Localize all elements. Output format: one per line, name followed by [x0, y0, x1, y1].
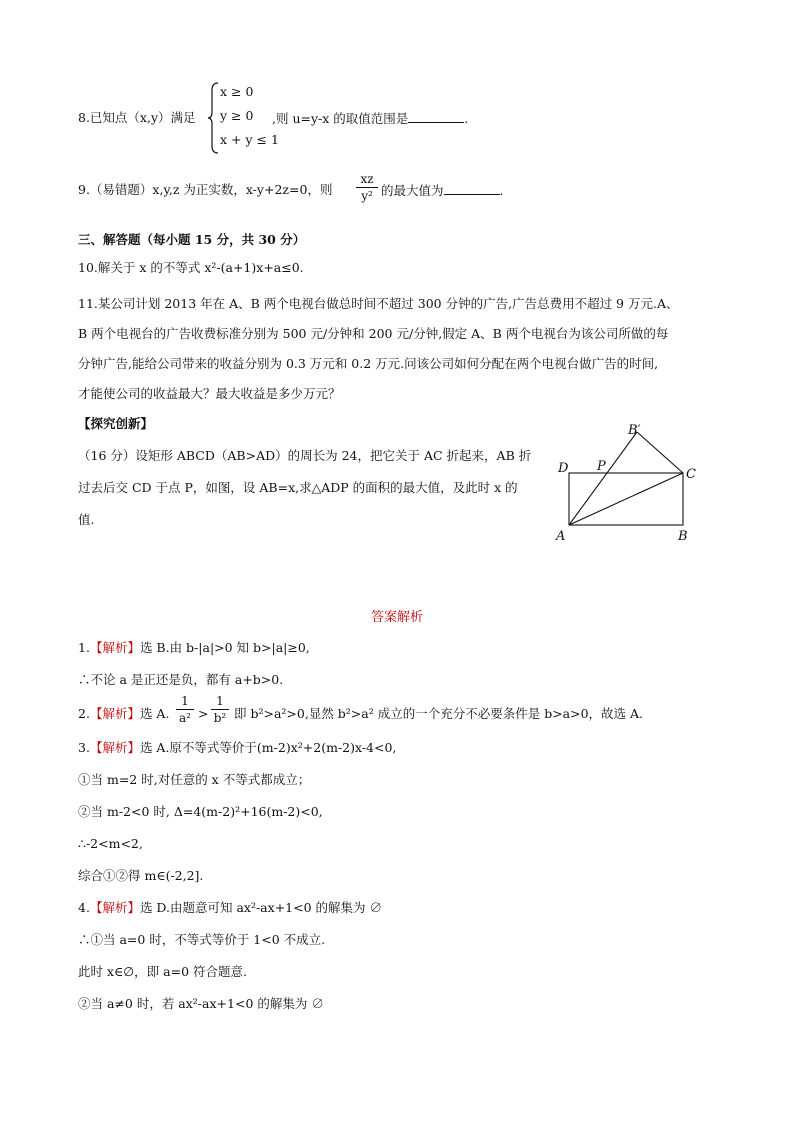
answer-blank	[444, 182, 500, 195]
answer-4	[78, 900, 382, 916]
segment-ab-prime	[569, 432, 637, 525]
answer-1	[78, 640, 310, 656]
q9-end: .	[499, 183, 504, 198]
label-b: B	[678, 529, 688, 544]
fraction-bar	[176, 709, 194, 710]
q8-prefix: 8.已知点（x,y）满足	[78, 110, 196, 125]
answer-2-f2-den: b²	[213, 711, 227, 725]
label-b-prime: B′	[628, 423, 641, 438]
answer-blank	[408, 110, 464, 123]
answer-2-f2-num: 1	[216, 694, 224, 708]
section-3-heading: 三、解答题（每小题 15 分，共 30 分）	[78, 232, 306, 247]
segment-b-prime-c	[637, 432, 683, 473]
answer-2-post: 即 b²>a²>0,显然 b²>a² 成立的一个充分不必要条件是 b>a>0，故选 A.	[234, 706, 644, 721]
answer-2-fraction-2	[211, 694, 229, 725]
answer-3-line-2: ②当 m-2<0 时, Δ=4(m-2)²+16(m-2)<0,	[78, 804, 323, 819]
q11-line-4: 才能使公司的收益最大？最大收益是多少万元？	[78, 386, 341, 401]
q8-suffix	[272, 110, 468, 127]
answer-4-text: 选 D.由题意可知 ax²-ax+1<0 的解集为 ∅	[139, 900, 382, 915]
q9-suffix	[381, 182, 504, 199]
q8-end: .	[464, 111, 469, 126]
answer-1-text: 选 B.由 b-|a|>0 知 b>|a|≥0,	[139, 640, 310, 655]
answer-4-line-1: ∴①当 a=0 时，不等式等价于 1<0 不成立.	[78, 932, 326, 947]
system-line-1: x ≥ 0	[220, 84, 254, 99]
q9-fraction	[356, 172, 378, 203]
answer-3-text: 选 A.原不等式等价于(m-2)x²+2(m-2)x-4<0,	[139, 740, 397, 755]
diagonal-ac	[569, 473, 683, 525]
explore-line-1: （16 分）设矩形 ABCD（AB>AD）的周长为 24，把它关于 AC 折起来，AB 折	[78, 448, 532, 463]
answer-2-num: 2.	[78, 706, 90, 721]
answer-3-line-1: ①当 m=2 时,对任意的 x 不等式都成立；	[78, 772, 311, 787]
answer-title: 答案解析	[370, 610, 423, 625]
answer-3-num: 3.	[78, 740, 90, 755]
analysis-tag: 【解析】	[89, 740, 140, 755]
answer-2-gt: >	[198, 706, 209, 721]
fraction-bar	[356, 187, 378, 188]
q9-frac-den: y²	[361, 189, 373, 203]
answer-4-line-2: 此时 x∈∅，即 a=0 符合题意.	[78, 964, 247, 979]
answer-1-line-2: ∴不论 a 是正还是负，都有 a+b>0.	[78, 672, 284, 687]
system-line-3: x + y ≤ 1	[220, 132, 279, 147]
answer-2-f1-num: 1	[181, 694, 189, 708]
explore-heading: 【探究创新】	[78, 416, 154, 431]
explore-line-2: 过去后交 CD 于点 P，如图，设 AB=x,求△ADP 的面积的最大值，及此时 x 的	[78, 480, 518, 495]
q9-prefix: 9.（易错题）x,y,z 为正实数，x-y+2z=0，则	[78, 182, 333, 197]
system-line-2: y ≥ 0	[220, 108, 254, 123]
analysis-tag: 【解析】	[89, 640, 140, 655]
answer-1-num: 1.	[78, 640, 90, 655]
label-p: P	[597, 459, 606, 474]
answer-2-f1-den: a²	[179, 711, 191, 725]
q11-line-3: 分钟广告,能给公司带来的收益分别为 0.3 万元和 0.2 万元.问该公司如何分配在两个电视台做广告的时间,	[78, 356, 659, 371]
q11-line-1: 11.某公司计划 2013 年在 A、B 两个电视台做总时间不超过 300 分钟的广告,广告总费用不超过 9 万元.A、	[78, 296, 679, 311]
analysis-tag: 【解析】	[89, 706, 140, 721]
answer-3	[78, 740, 396, 756]
answer-4-line-3: ②当 a≠0 时，若 ax²-ax+1<0 的解集为 ∅	[78, 996, 324, 1011]
q10: 10.解关于 x 的不等式 x²-(a+1)x+a≤0.	[78, 260, 304, 275]
q9-frac-num: xz	[360, 172, 374, 186]
label-a: A	[556, 529, 566, 544]
label-d: D	[558, 461, 569, 476]
label-c: C	[686, 467, 696, 482]
q9-suffix-text: 的最大值为	[381, 183, 444, 198]
answer-2-pre: 选 A.	[139, 706, 170, 721]
q8-suffix-text: ,则 u=y-x 的取值范围是	[272, 111, 409, 126]
analysis-tag: 【解析】	[89, 900, 140, 915]
explore-line-3: 值.	[78, 512, 95, 527]
answer-2-start	[78, 706, 169, 722]
system-brace	[208, 82, 220, 154]
answer-4-num: 4.	[78, 900, 90, 915]
fraction-bar	[211, 709, 229, 710]
fold-rectangle-figure	[552, 418, 712, 548]
q11-line-2: B 两个电视台的广告收费标准分别为 500 元/分钟和 200 元/分钟,假定 A、B 两个电视台为该公司所做的每	[78, 326, 669, 341]
answer-2-fraction-1	[176, 694, 194, 725]
answer-3-line-4: 综合①②得 m∈(-2,2].	[78, 868, 204, 883]
answer-3-line-3: ∴-2<m<2,	[78, 836, 143, 851]
